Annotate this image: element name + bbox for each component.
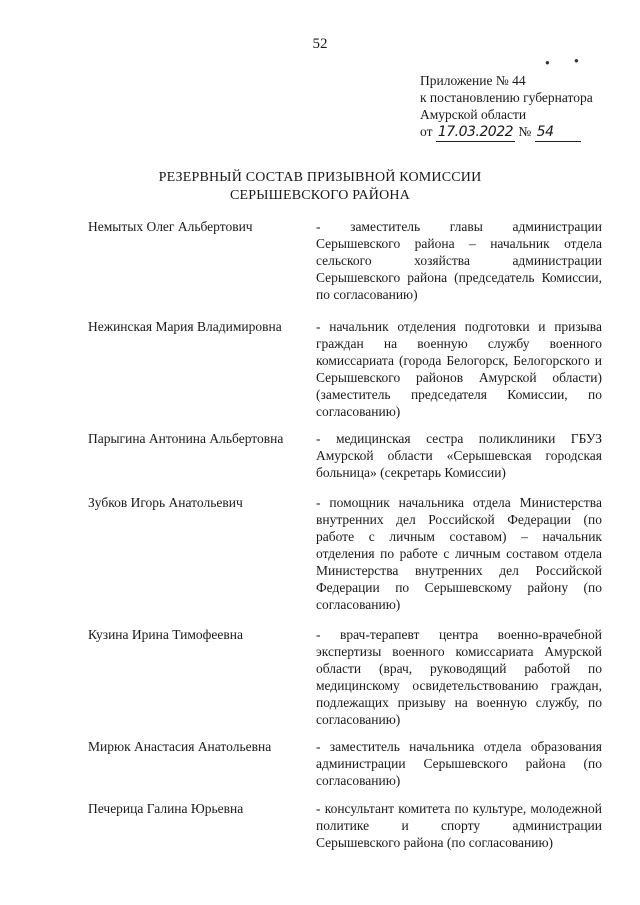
member-name: Кузина Ирина Тимофеевна [88, 627, 243, 642]
appendix-decree-ref: к постановлению губернатора [420, 90, 593, 105]
document-title [0, 169, 640, 205]
date-prefix: от [420, 124, 433, 139]
document-title-line-2: СЕРЫШЕВСКОГО РАЙОНА [229, 188, 411, 203]
member-name: Немытых Олег Альбертович [88, 219, 253, 234]
member-role: - консультант комитета по культуре, молодежной политике и спорту администрации Серышевского района (по согласованию) [316, 801, 602, 850]
member-name: Парыгина Антонина Альбертовна [88, 431, 284, 446]
number-prefix: № [518, 124, 532, 139]
member-name: Печерица Галина Юрьевна [88, 801, 244, 816]
appendix-region: Амурской области [420, 107, 527, 122]
member-role: - заместитель начальника отдела образования администрации Серышевского района (по согласованию) [316, 739, 602, 788]
scan-mark-dot: ● [545, 58, 550, 67]
member-name: Нежинская Мария Владимировна [88, 319, 282, 334]
document-title-line-1: РЕЗЕРВНЫЙ СОСТАВ ПРИЗЫВНОЙ КОМИССИИ [158, 170, 482, 185]
handwritten-date: 17.03.2022 [437, 124, 514, 140]
member-name: Мирюк Анастасия Анатольевна [88, 739, 272, 754]
appendix-title: Приложение № 44 [420, 73, 526, 88]
member-name: Зубков Игорь Анатольевич [88, 495, 243, 510]
member-role: - начальник отделения подготовки и призыва граждан на военную службу военного комиссариата (города Белогорск, Белогорского и Серышевского районов Амурской области) (заместитель председателя Комиссии, по согласованию) [316, 319, 602, 419]
page-number: 52 [312, 36, 328, 52]
appendix-date-line [420, 123, 593, 142]
member-role: - помощник начальника отдела Министерства внутренних дел Российской Федерации (по работе с личным составом) – начальник отделения по работе с личным составом отдела Министерства внутренних дел Российской Федерации по Серышевскому району (по согласованию) [316, 495, 602, 612]
member-role: - заместитель главы администрации Серышевского района – начальник отдела сельского хозяйства администрации Серышевского района (председатель Комиссии, по согласованию) [316, 219, 602, 302]
member-role: - медицинская сестра поликлиники ГБУЗ Амурской области «Серышевская городская больница» (секретарь Комиссии) [316, 431, 602, 480]
scan-mark-dot: ● [574, 56, 579, 65]
handwritten-number: 54 [535, 124, 581, 142]
appendix-block [420, 72, 593, 142]
member-role: - врач-терапевт центра военно-врачебной экспертизы военного комиссариата Амурской области (врач, руководящий работой по медицинскому освидетельствованию граждан, подлежащих призыву на военную службу, по согласованию) [316, 627, 602, 727]
